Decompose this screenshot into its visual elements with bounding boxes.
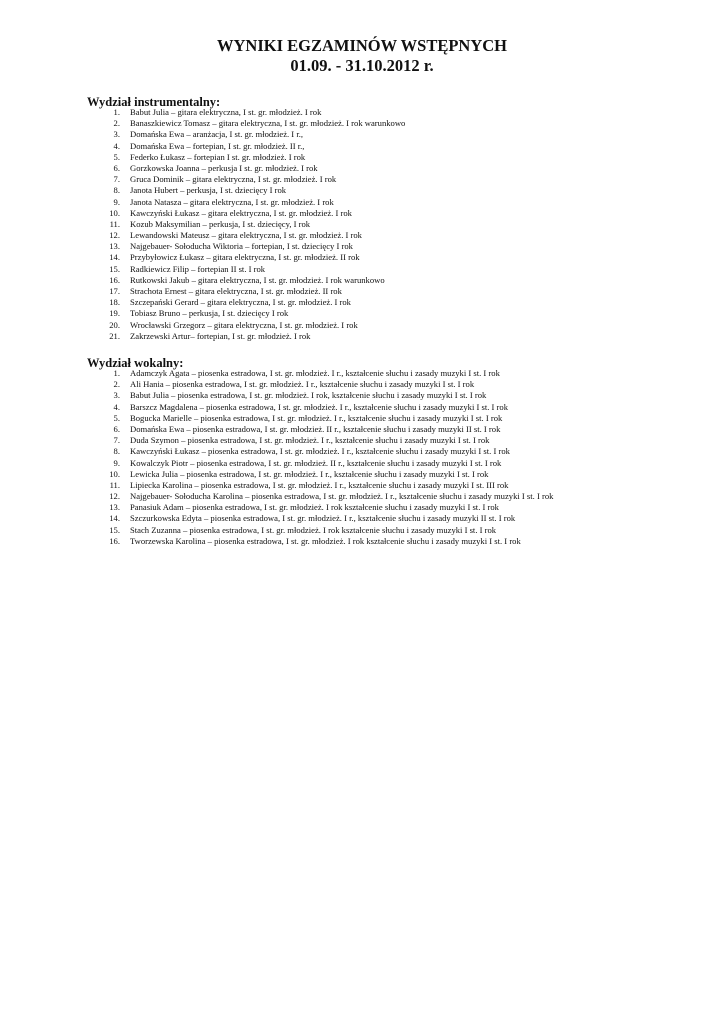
item-text: Najgebauer- Sołoducha Karolina – piosenka estradowa, I st. gr. młodzież. I r., kształcenie słuchu i zasady muzyki I st. I rok bbox=[130, 491, 554, 502]
item-text: Przybyłowicz Łukasz – gitara elektryczna, I st. gr. młodzież. II rok bbox=[130, 252, 360, 263]
list-item bbox=[0, 252, 724, 263]
document-date-range: 01.09. - 31.10.2012 r. bbox=[290, 56, 434, 75]
item-number: 7. bbox=[113, 435, 120, 446]
item-text: Szczepański Gerard – gitara elektryczna, I st. gr. młodzież. I rok bbox=[130, 297, 351, 308]
item-text: Babut Julia – piosenka estradowa, I st. gr. młodzież. I rok, kształcenie słuchu i zasady muzyki I st. I rok bbox=[130, 390, 487, 401]
list-item bbox=[0, 390, 724, 401]
list-item bbox=[0, 469, 724, 480]
list-item bbox=[0, 331, 724, 342]
item-number: 8. bbox=[113, 446, 120, 457]
list-item bbox=[0, 368, 724, 379]
item-number: 5. bbox=[113, 412, 120, 423]
item-number: 20. bbox=[109, 319, 120, 330]
item-number: 15. bbox=[109, 524, 120, 535]
item-number: 5. bbox=[113, 151, 120, 162]
item-text: Janota Natasza – gitara elektryczna, I st. gr. młodzież. I rok bbox=[130, 196, 334, 207]
instrumental-results-list bbox=[0, 107, 724, 342]
list-item bbox=[0, 413, 724, 424]
item-number: 1. bbox=[113, 107, 120, 117]
item-text: Wrocławski Grzegorz – gitara elektryczna, I st. gr. młodzież. I rok bbox=[130, 319, 358, 330]
item-text: Lewicka Julia – piosenka estradowa, I st. gr. młodzież. I r., kształcenie słuchu i zasady muzyki I st. I rok bbox=[130, 468, 489, 479]
item-text: Szczurkowska Edyta – piosenka estradowa, I st. gr. młodzież. I r., kształcenie słuchu i zasady muzyki II st. I rok bbox=[130, 513, 516, 524]
item-number: 16. bbox=[109, 274, 120, 285]
item-text: Bogucka Marielle – piosenka estradowa, I st. gr. młodzież. I r., kształcenie słuchu i zasady muzyki I st. I rok bbox=[130, 412, 503, 423]
item-number: 10. bbox=[109, 468, 120, 479]
item-number: 19. bbox=[109, 308, 120, 319]
item-text: Banaszkiewicz Tomasz – gitara elektryczna, I st. gr. młodzież. I rok warunkowo bbox=[130, 118, 406, 129]
item-number: 11. bbox=[109, 479, 120, 490]
list-item bbox=[0, 152, 724, 163]
item-number: 12. bbox=[109, 230, 120, 241]
item-text: Zakrzewski Artur– fortepian, I st. gr. młodzież. I rok bbox=[130, 330, 311, 341]
list-item bbox=[0, 185, 724, 196]
item-number: 3. bbox=[113, 390, 120, 401]
item-number: 18. bbox=[109, 297, 120, 308]
list-item bbox=[0, 513, 724, 524]
list-item bbox=[0, 308, 724, 319]
list-item bbox=[0, 536, 724, 547]
item-number: 13. bbox=[109, 241, 120, 252]
item-number: 17. bbox=[109, 286, 120, 296]
item-number: 10. bbox=[109, 207, 120, 218]
document-title: WYNIKI EGZAMINÓW WSTĘPNYCH bbox=[216, 36, 507, 55]
list-item bbox=[0, 219, 724, 230]
list-item bbox=[0, 107, 724, 118]
section-heading-vocal: Wydział wokalny: bbox=[87, 356, 184, 370]
item-text: Panasiuk Adam – piosenka estradowa, I st. gr. młodzież. I rok kształcenie słuchu i zasady muzyki I st. I rok bbox=[130, 502, 499, 513]
item-text: Babut Julia – gitara elektryczna, I st. gr. młodzież. I rok bbox=[130, 107, 322, 117]
list-item bbox=[0, 286, 724, 297]
item-text: Domańska Ewa – piosenka estradowa, I st. gr. młodzież. II r., kształcenie słuchu i zasady muzyki II st. I rok bbox=[130, 423, 501, 434]
list-item bbox=[0, 208, 724, 219]
list-item bbox=[0, 275, 724, 286]
item-number: 16. bbox=[109, 535, 120, 546]
item-text: Rutkowski Jakub – gitara elektryczna, I st. gr. młodzież. I rok warunkowo bbox=[130, 274, 385, 285]
item-text: Radkiewicz Filip – fortepian II st. I rok bbox=[130, 263, 266, 274]
item-number: 2. bbox=[113, 118, 120, 129]
list-item bbox=[0, 458, 724, 469]
item-number: 7. bbox=[113, 174, 120, 185]
item-number: 4. bbox=[113, 140, 120, 151]
list-item bbox=[0, 379, 724, 390]
item-text: Lewandowski Mateusz – gitara elektryczna, I st. gr. młodzież. I rok bbox=[130, 230, 362, 241]
list-item bbox=[0, 141, 724, 152]
item-number: 21. bbox=[109, 330, 120, 341]
item-number: 14. bbox=[109, 252, 120, 263]
list-item bbox=[0, 163, 724, 174]
list-item bbox=[0, 241, 724, 252]
item-number: 9. bbox=[113, 196, 120, 207]
item-number: 4. bbox=[113, 401, 120, 412]
item-text: Domańska Ewa – aranżacja, I st. gr. młodzież. I r., bbox=[130, 129, 304, 140]
list-item bbox=[0, 264, 724, 275]
item-text: Federko Łukasz – fortepian I st. gr. młodzież. I rok bbox=[130, 151, 306, 162]
list-item bbox=[0, 320, 724, 331]
item-number: 15. bbox=[109, 263, 120, 274]
vocal-results-list bbox=[0, 368, 724, 547]
list-item bbox=[0, 297, 724, 308]
item-number: 13. bbox=[109, 502, 120, 513]
item-text: Kawczyński Łukasz – gitara elektryczna, I st. gr. młodzież. I rok bbox=[130, 207, 352, 218]
item-text: Ali Hania – piosenka estradowa, I st. gr. młodzież. I r., kształcenie słuchu i zasady muzyki I st. I rok bbox=[130, 379, 475, 390]
item-number: 14. bbox=[109, 513, 120, 524]
item-text: Tworzewska Karolina – piosenka estradowa, I st. gr. młodzież. I rok kształcenie słuchu i zasady muzyki I st. I rok bbox=[130, 535, 521, 546]
item-text: Duda Szymon – piosenka estradowa, I st. gr. młodzież. I r., kształcenie słuchu i zasady muzyki I st. I rok bbox=[130, 435, 490, 446]
item-text: Najgebauer- Sołoducha Wiktoria – fortepian, I st. dziecięcy I rok bbox=[130, 241, 353, 252]
list-item bbox=[0, 480, 724, 491]
list-item bbox=[0, 424, 724, 435]
item-text: Barszcz Magdalena – piosenka estradowa, I st. gr. młodzież. I r., kształcenie słuchu i zasady muzyki I st. I rok bbox=[130, 401, 509, 412]
item-number: 6. bbox=[113, 162, 120, 173]
item-number: 1. bbox=[113, 368, 120, 378]
list-item bbox=[0, 525, 724, 536]
section-heading-instrumental: Wydział instrumentalny: bbox=[87, 95, 221, 109]
list-item bbox=[0, 435, 724, 446]
item-text: Kawczyński Łukasz – piosenka estradowa, I st. gr. młodzież. I r., kształcenie słuchu i zasady muzyki I st. I rok bbox=[130, 446, 510, 457]
item-number: 12. bbox=[109, 491, 120, 502]
list-item bbox=[0, 129, 724, 140]
item-text: Lipiecka Karolina – piosenka estradowa, I st. gr. młodzież. I r., kształcenie słuchu i zasady muzyki I st. III rok bbox=[130, 479, 509, 490]
list-item bbox=[0, 197, 724, 208]
item-text: Janota Hubert – perkusja, I st. dziecięcy I rok bbox=[130, 185, 287, 196]
item-text: Stach Zuzanna – piosenka estradowa, I st. gr. młodzież. I rok kształcenie słuchu i zasady muzyki I st. I rok bbox=[130, 524, 497, 535]
item-number: 2. bbox=[113, 379, 120, 390]
item-number: 11. bbox=[109, 218, 120, 229]
item-number: 9. bbox=[113, 457, 120, 468]
item-number: 6. bbox=[113, 423, 120, 434]
item-text: Tobiasz Bruno – perkusja, I st. dziecięcy I rok bbox=[130, 308, 289, 319]
item-text: Gorzkowska Joanna – perkusja I st. gr. młodzież. I rok bbox=[130, 162, 318, 173]
item-number: 8. bbox=[113, 185, 120, 196]
item-text: Domańska Ewa – fortepian, I st. gr. młodzież. II r., bbox=[130, 140, 305, 151]
list-item bbox=[0, 491, 724, 502]
item-number: 3. bbox=[113, 129, 120, 140]
list-item bbox=[0, 174, 724, 185]
list-item bbox=[0, 446, 724, 457]
item-text: Kozub Maksymilian – perkusja, I st. dziecięcy, I rok bbox=[130, 218, 311, 229]
item-text: Kowalczyk Piotr – piosenka estradowa, I st. gr. młodzież. II r., kształcenie słuchu i zasady muzyki I st. I rok bbox=[130, 457, 502, 468]
list-item bbox=[0, 402, 724, 413]
list-item bbox=[0, 502, 724, 513]
item-text: Adamczyk Agata – piosenka estradowa, I st. gr. młodzież. I r., kształcenie słuchu i zasady muzyki I st. I rok bbox=[130, 368, 500, 378]
item-text: Gruca Dominik – gitara elektryczna, I st. gr. młodzież. I rok bbox=[130, 174, 337, 185]
item-text: Strachota Ernest – gitara elektryczna, I st. gr. młodzież. II rok bbox=[130, 286, 342, 296]
list-item bbox=[0, 230, 724, 241]
list-item bbox=[0, 118, 724, 129]
